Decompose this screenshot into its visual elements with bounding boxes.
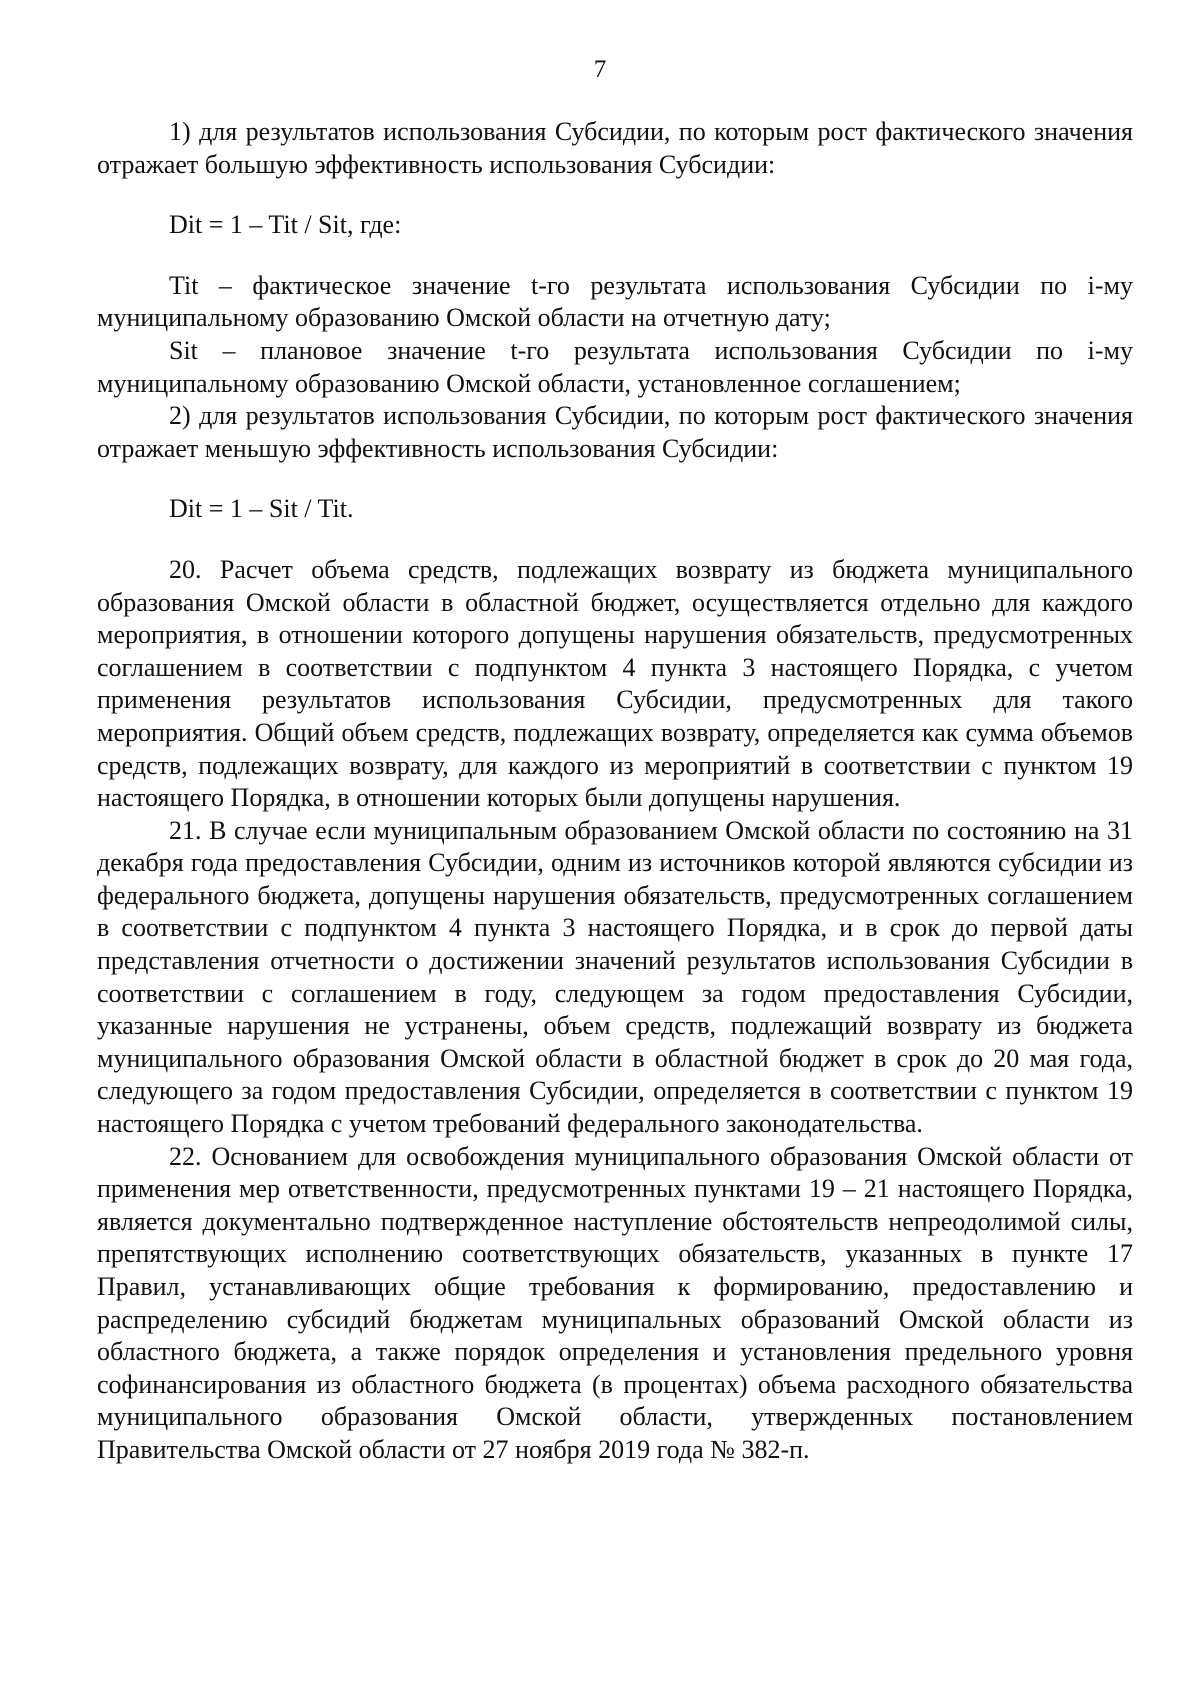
paragraph-clause-20: 20. Расчет объема средств, подлежащих возврату из бюджета муниципального образования Омской области в областной бюджет, осуществляется отдельно для каждого мероприятия, в отношении которого допущены нарушения обязательств, предусмотренных соглашением в соответствии с подпунктом 4 пункта 3 настоящего Порядка, с учетом применения результатов использования Субсидии, предусмотренных для такого мероприятия. Общий объем средств, подлежащих возврату, определяется как сумма объемов средств, подлежащих возврату, для каждого из мероприятий в соответствии с пунктом 19 настоящего Порядка, в отношении которых были допущены нарушения. <box>97 554 1133 813</box>
formula-dit-tit-sit: Dit = 1 – Tit / Sit, где: <box>169 210 402 240</box>
paragraph-item-1-increase-results: 1) для результатов использования Субсидии, по которым рост фактического значения отражает большую эффективность использования Субсидии: <box>97 117 1133 179</box>
paragraph-sit-definition: Sit – плановое значение t-го результата использования Субсидии по i-му муниципальному образованию Омской области, установленное соглашением; <box>97 335 1133 398</box>
paragraph-tit-definition: Tit – фактическое значение t-го результата использования Субсидии по i-му муниципальному образованию Омской области на отчетную дату; <box>97 270 1133 333</box>
page-number: 7 <box>593 56 607 83</box>
document-body <box>97 116 1133 1467</box>
paragraph-item-2-decrease-results: 2) для результатов использования Субсидии, по которым рост фактического значения отражает меньшую эффективность использования Субсидии: <box>97 401 1133 463</box>
formula-dit-sit-tit: Dit = 1 – Sit / Tit. <box>169 494 354 524</box>
paragraph-clause-22: 22. Основанием для освобождения муниципального образования Омской области от применения мер ответственности, предусмотренных пунктами 19 – 21 настоящего Порядка, является документально подтвержденное наступление обстоятельств непреодолимой силы, препятствующих исполнению соответствующих обязательств, указанных в пункте 17 Правил, устанавливающих общие требования к формированию, предоставлению и распределению субсидий бюджетам муниципальных образований Омской области из областного бюджета, а также порядок определения и установления предельного уровня софинансирования из областного бюджета (в процентах) объема расходного обязательства муниципального образования Омской области, утвержденных постановлением Правительства Омской области от 27 ноября 2019 года № 382-п. <box>97 1141 1133 1464</box>
paragraph-clause-21: 21. В случае если муниципальным образованием Омской области по состоянию на 31 декабря года предоставления Субсидии, одним из источников которой являются субсидии из федерального бюджета, допущены нарушения обязательств, предусмотренных соглашением в соответствии с подпунктом 4 пункта 3 настоящего Порядка, и в срок до первой даты представления отчетности о достижении значений результатов использования Субсидии в соответствии с соглашением в году, следующем за годом предоставления Субсидии, указанные нарушения не устранены, объем средств, подлежащий возврату из бюджета муниципального образования Омской области в областной бюджет в срок до 20 мая года, следующего за годом предоставления Субсидии, определяется в соответствии с пунктом 19 настоящего Порядка с учетом требований федерального законодательства. <box>97 815 1133 1139</box>
